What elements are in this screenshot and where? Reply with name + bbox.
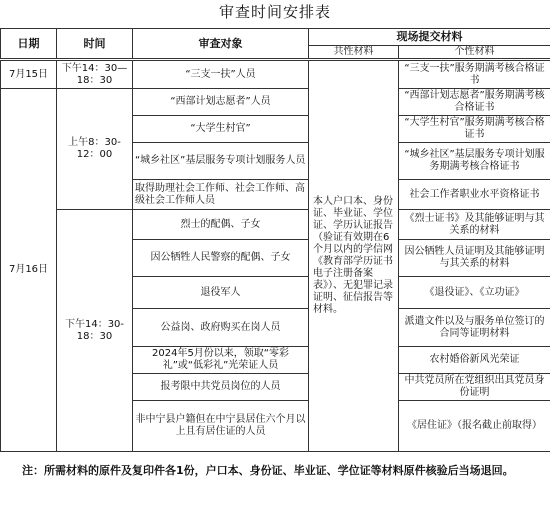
time-cell-day1: 下午14：30—18：30	[57, 60, 133, 89]
header-onsite-materials: 现场提交材料	[309, 29, 550, 46]
target-cell: “西部计划志愿者”人员	[133, 89, 309, 116]
target-cell: 非中宁县户籍但在中宁县居住六个月以上且有居住证的人员	[133, 401, 309, 452]
footnote: 注：所需材料的原件及复印件各1份，户口本、身份证、毕业证、学位证等材料原件核验后当场退回。	[22, 464, 514, 477]
page-title: 审查时间安排表	[218, 3, 331, 21]
time-cell-afternoon: 下午14：30-18：30	[57, 210, 133, 452]
target-cell: “城乡社区”基层服务专项计划服务人员	[133, 143, 309, 180]
material-cell: 社会工作者职业水平资格证书	[399, 180, 550, 210]
target-cell: 2024年5月份以来，领取“零彩礼”或“低彩礼”光荣证人员	[133, 347, 309, 374]
material-cell: 中共党员所在党组织出具党员身份证明	[399, 374, 550, 401]
material-cell: “三支一扶”服务期满考核合格证书	[399, 60, 550, 89]
time-cell-morning: 上午8：30-12：00	[57, 89, 133, 210]
header-common-materials: 共性材料	[309, 46, 399, 60]
target-cell: 退役军人	[133, 277, 309, 309]
target-cell: 报考限中共党员岗位的人员	[133, 374, 309, 401]
material-cell: “大学生村官”服务期满考核合格证书	[399, 116, 550, 143]
header-target: 审查对象	[133, 29, 309, 60]
common-materials-cell: 本人户口本、身份证、毕业证、学位证、学历认证报告（验证有效期在6个月以内的学信网《教育部学历证书电子注册备案表》）、无犯罪记录证明、征信报告等材料。	[309, 60, 399, 452]
material-cell: 《居住证》（报名截止前取得）	[399, 401, 550, 452]
schedule-table	[0, 28, 550, 452]
target-cell: 公益岗、政府购买在岗人员	[133, 309, 309, 347]
target-cell: 因公牺牲人民警察的配偶、子女	[133, 240, 309, 277]
header-time: 时间	[57, 29, 133, 60]
date-cell-day1: 7月15日	[1, 60, 57, 89]
material-cell: 派遣文件以及与服务单位签订的合同等证明材料	[399, 309, 550, 347]
target-cell: “大学生村官”	[133, 116, 309, 143]
header-individual-materials: 个性材料	[399, 46, 550, 60]
material-cell: 因公牺牲人员证明及其能够证明与其关系的材料	[399, 240, 550, 277]
table-row	[1, 89, 550, 116]
target-cell: 取得助理社会工作师、社会工作师、高级社会工作师人员	[133, 180, 309, 210]
target-cell: “三支一扶”人员	[133, 60, 309, 89]
table-row	[1, 210, 550, 240]
material-cell: “西部计划志愿者”服务期满考核合格证书	[399, 89, 550, 116]
date-cell-day2: 7月16日	[1, 89, 57, 452]
material-cell: 《退役证》、《立功证》	[399, 277, 550, 309]
target-cell: 烈士的配偶、子女	[133, 210, 309, 240]
material-cell: 《烈士证书》及其能够证明与其关系的材料	[399, 210, 550, 240]
material-cell: “城乡社区”基层服务专项计划服务期满考核合格证书	[399, 143, 550, 180]
material-cell: 农村婚俗新风光荣证	[399, 347, 550, 374]
table-header-row	[1, 29, 550, 46]
header-date: 日期	[1, 29, 57, 60]
table-row	[1, 60, 550, 89]
